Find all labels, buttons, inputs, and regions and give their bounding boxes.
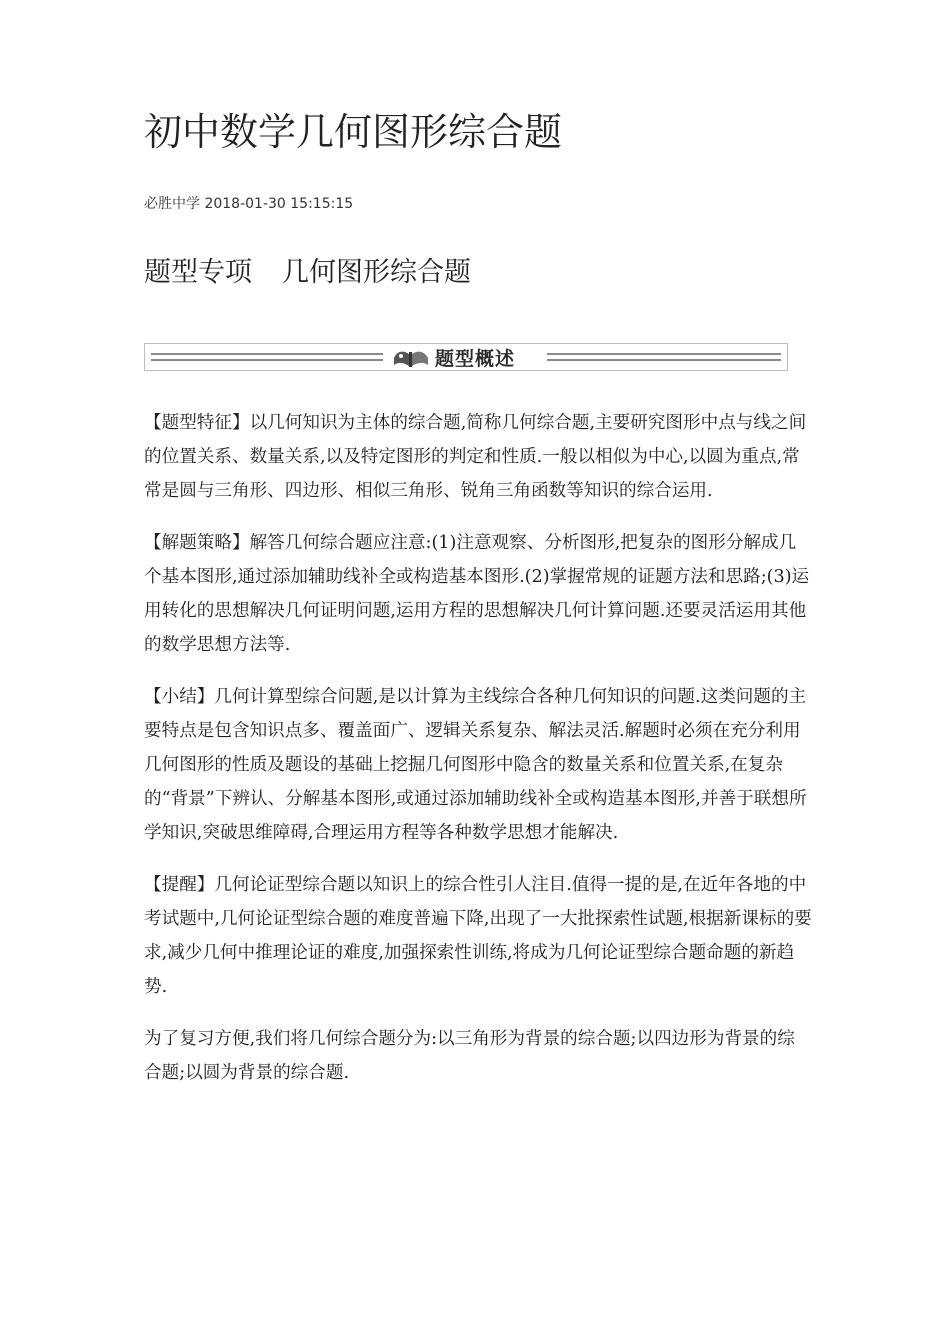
paragraph-text: 解答几何综合题应注意:(1)注意观察、分析图形,把复杂的图形分解成几个基本图形,通过添加辅助线补全或构造基本图形.(2)掌握常规的证题方法和思路;(3)运用转化的思想解决几何证明问题,运用方程的思想解决几何计算问题.还要灵活运用其他的数学思想方法等.: [144, 533, 810, 655]
article-body: [144, 406, 812, 1108]
paragraph-text: 几何计算型综合问题,是以计算为主线综合各种几何知识的问题.这类问题的主要特点是包含知识点多、覆盖面广、逻辑关系复杂、解法灵活.解题时必须在充分利用几何图形的性质及题设的基础上挖掘几何图形中隐含的数量关系和位置关系,在复杂的“背景”下辨认、分解基本图形,或通过添加辅助线补全或构造基本图形,并善于联想所学知识,突破思维障碍,合理运用方程等各种数学思想才能解决.: [144, 687, 807, 843]
paragraph-text: 几何论证型综合题以知识上的综合性引人注目.值得一提的是,在近年各地的中考试题中,几何论证型综合题的难度普遍下降,出现了一大批探索性试题,根据新课标的要求,减少几何中推理论证的难度,加强探索性训练,将成为几何论证型综合题命题的新趋势.: [144, 875, 812, 997]
paragraph-tag: 【小结】: [144, 687, 215, 707]
book-ornament-icon: [391, 346, 431, 368]
banner-rule-left: [151, 353, 383, 361]
paragraph-tag: 【提醒】: [144, 875, 215, 895]
paragraph-tag: 【解题策略】: [144, 533, 250, 553]
paragraph-text: 为了复习方便,我们将几何综合题分为:以三角形为背景的综合题;以四边形为背景的综合题;以圆为背景的综合题.: [144, 1029, 795, 1083]
article-meta: 必胜中学 2018-01-30 15:15:15: [144, 196, 354, 212]
banner-label: 题型概述: [435, 347, 516, 370]
paragraph-text: 以几何知识为主体的综合题,简称几何综合题,主要研究图形中点与线之间的位置关系、数量关系,以及特定图形的判定和性质.一般以相似为中心,以圆为重点,常常是圆与三角形、四边形、相似三角形、锐角三角函数等知识的综合运用.: [144, 413, 807, 501]
paragraph-tag: 【题型特征】: [144, 413, 250, 433]
paragraph-features: [144, 406, 812, 508]
paragraph-summary: [144, 680, 812, 850]
banner-label-group: [391, 344, 515, 370]
banner-rule-right: [547, 353, 781, 361]
page-title: 初中数学几何图形综合题: [144, 110, 563, 154]
paragraph-reminder: [144, 868, 812, 1004]
subtitle-part-1: 题型专项: [144, 257, 252, 288]
section-subtitle: [144, 254, 471, 292]
paragraph-closing: [144, 1022, 812, 1090]
section-banner: [144, 343, 788, 371]
subtitle-part-2: 几何图形综合题: [282, 257, 471, 288]
paragraph-strategy: [144, 526, 812, 662]
